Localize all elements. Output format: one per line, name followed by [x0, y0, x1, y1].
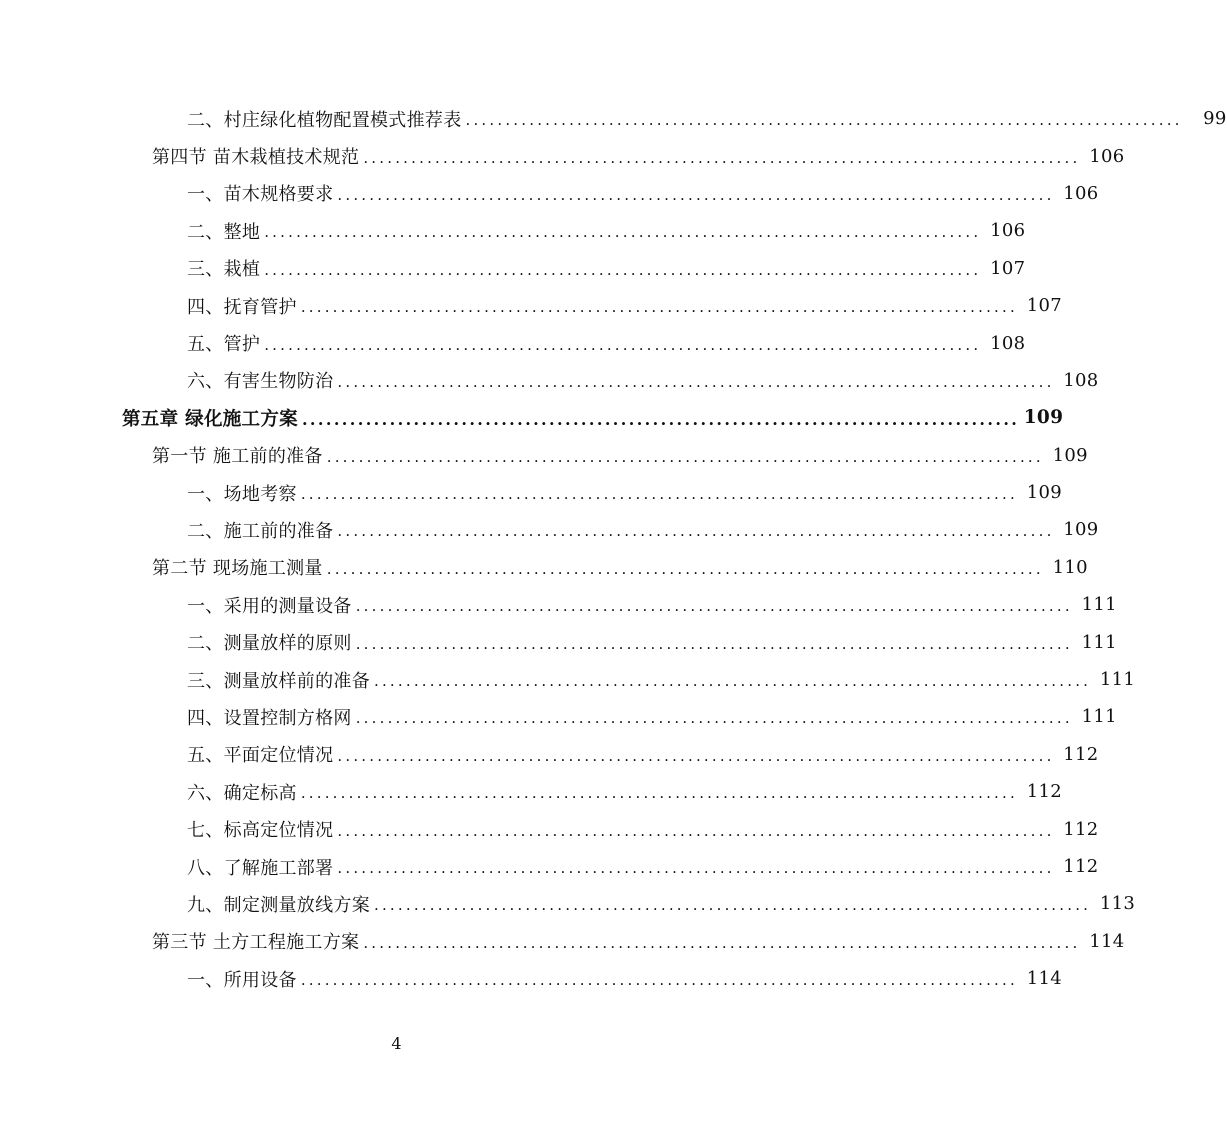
toc-entry-page: 112: [1063, 856, 1099, 877]
toc-leader-dots: ..........................................................................................: [363, 933, 1081, 952]
toc-entry[interactable]: [0, 175, 1099, 212]
toc-entry-page: 110: [1052, 556, 1088, 578]
toc-entry[interactable]: [0, 362, 1099, 399]
toc-entry[interactable]: [0, 100, 1227, 137]
toc-leader-dots: ..........................................................................................: [355, 597, 1073, 616]
toc-entry-page: 109: [1063, 519, 1099, 541]
toc-leader-dots: ..........................................................................................: [264, 335, 982, 354]
toc-leader-dots: ..........................................................................................: [264, 223, 982, 242]
toc-entry[interactable]: [0, 885, 1136, 922]
toc-entry-page: 106: [990, 220, 1026, 242]
toc-entry-title: 四、设置控制方格网: [187, 707, 352, 729]
toc-entry-page: 114: [1089, 930, 1125, 952]
toc-entry[interactable]: [0, 698, 1117, 735]
toc-entry-title: 一、采用的测量设备: [187, 595, 352, 617]
toc-entry-title: 第一节 施工前的准备: [152, 446, 323, 468]
toc-entry-title: 第三节 土方工程施工方案: [152, 932, 360, 954]
toc-entry-page: 111: [1081, 631, 1117, 653]
toc-entry-page: 113: [1099, 893, 1136, 915]
toc-entry-title: 四、抚育管护: [187, 296, 297, 318]
toc-entry[interactable]: [0, 549, 1088, 586]
toc-entry-page: 112: [1063, 818, 1099, 840]
toc-leader-dots: ..........................................................................................: [355, 634, 1073, 653]
toc-entry[interactable]: [0, 437, 1088, 474]
toc-entry-title: 一、所用设备: [187, 969, 297, 991]
toc-entry[interactable]: [0, 324, 1026, 361]
toc-entry-page: 109: [1023, 407, 1064, 429]
toc-leader-dots: ..........................................................................................: [301, 409, 1020, 429]
toc-entry-title: 三、测量放样前的准备: [187, 670, 370, 692]
toc-entry[interactable]: [0, 623, 1117, 660]
toc-entry[interactable]: [0, 848, 1099, 885]
toc-entry-title: 六、确定标高: [187, 782, 297, 804]
page-number: 4: [391, 1034, 402, 1053]
toc-entry[interactable]: [0, 960, 1062, 997]
toc-entry[interactable]: [0, 399, 1064, 436]
toc-entry[interactable]: [0, 773, 1062, 810]
toc-entry[interactable]: [0, 923, 1125, 960]
toc-entry-page: 112: [1026, 781, 1062, 803]
toc-leader-dots: ..........................................................................................: [326, 559, 1044, 578]
toc-entry[interactable]: [0, 511, 1099, 548]
toc-entry-title: 六、有害生物防治: [187, 371, 334, 393]
toc-entry[interactable]: [0, 287, 1062, 324]
toc-entry-page: 111: [1099, 669, 1136, 691]
toc-entry[interactable]: [0, 586, 1117, 623]
toc-leader-dots: ..........................................................................................: [264, 260, 982, 279]
table-of-contents: [0, 100, 1227, 997]
toc-entry[interactable]: [0, 661, 1136, 698]
toc-entry[interactable]: [0, 474, 1062, 511]
toc-leader-dots: ..........................................................................................: [300, 784, 1018, 803]
toc-leader-dots: ..........................................................................................: [300, 298, 1018, 317]
toc-entry[interactable]: [0, 212, 1026, 249]
toc-entry-page: 106: [1063, 182, 1099, 204]
toc-leader-dots: ..........................................................................................: [300, 971, 1018, 990]
toc-leader-dots: ..........................................................................................: [337, 522, 1055, 541]
toc-entry-title: 九、制定测量放线方案: [187, 894, 370, 916]
toc-leader-dots: ..........................................................................................: [337, 821, 1055, 840]
toc-leader-dots: ..........................................................................................: [300, 485, 1018, 504]
toc-entry-page: 106: [1089, 145, 1125, 167]
toc-leader-dots: ..........................................................................................: [326, 447, 1044, 466]
toc-entry-page: 109: [1026, 482, 1062, 504]
toc-entry-page: 112: [1063, 743, 1099, 765]
toc-leader-dots: ..........................................................................................: [374, 896, 1092, 915]
toc-entry-title: 五、平面定位情况: [187, 745, 334, 767]
toc-entry[interactable]: [0, 810, 1099, 847]
toc-leader-dots: ..........................................................................................: [337, 372, 1055, 391]
toc-entry-title: 二、施工前的准备: [187, 520, 334, 542]
toc-entry-title: 七、标高定位情况: [187, 820, 334, 842]
toc-leader-dots: ..........................................................................................: [374, 672, 1092, 691]
toc-entry-page: 107: [990, 257, 1026, 279]
toc-entry-title: 八、了解施工部署: [187, 857, 334, 879]
toc-leader-dots: ..........................................................................................: [465, 111, 1183, 130]
toc-entry-title: 第二节 现场施工测量: [152, 558, 323, 580]
toc-entry-title: 二、测量放样的原则: [187, 633, 352, 655]
toc-entry-page: 111: [1081, 706, 1117, 728]
toc-entry-page: 109: [1052, 444, 1088, 466]
toc-entry-title: 一、场地考察: [187, 483, 297, 505]
toc-entry-title: 二、整地: [187, 221, 261, 243]
toc-leader-dots: ..........................................................................................: [337, 746, 1055, 765]
toc-entry[interactable]: [0, 736, 1099, 773]
toc-entry-title: 三、栽植: [187, 259, 261, 281]
toc-entry-title: 五、管护: [187, 334, 261, 356]
toc-leader-dots: ..........................................................................................: [363, 148, 1081, 167]
toc-entry-title: 第五章 绿化施工方案: [122, 408, 298, 430]
toc-entry-title: 一、苗木规格要求: [187, 184, 334, 206]
toc-leader-dots: ..........................................................................................: [337, 185, 1055, 204]
toc-entry-page: 114: [1026, 968, 1062, 990]
toc-entry-title: 第四节 苗木栽植技术规范: [152, 147, 360, 169]
toc-entry-page: 107: [1026, 295, 1062, 317]
toc-entry[interactable]: [0, 137, 1125, 174]
toc-entry-title: 二、村庄绿化植物配置模式推荐表: [187, 109, 462, 131]
toc-entry-page: 99: [1203, 108, 1227, 130]
toc-entry-page: 108: [1063, 369, 1099, 391]
toc-leader-dots: ..........................................................................................: [337, 859, 1055, 877]
toc-entry-page: 111: [1081, 594, 1117, 616]
toc-leader-dots: ..........................................................................................: [355, 709, 1073, 728]
toc-entry[interactable]: [0, 250, 1026, 287]
toc-entry-page: 108: [990, 332, 1026, 354]
